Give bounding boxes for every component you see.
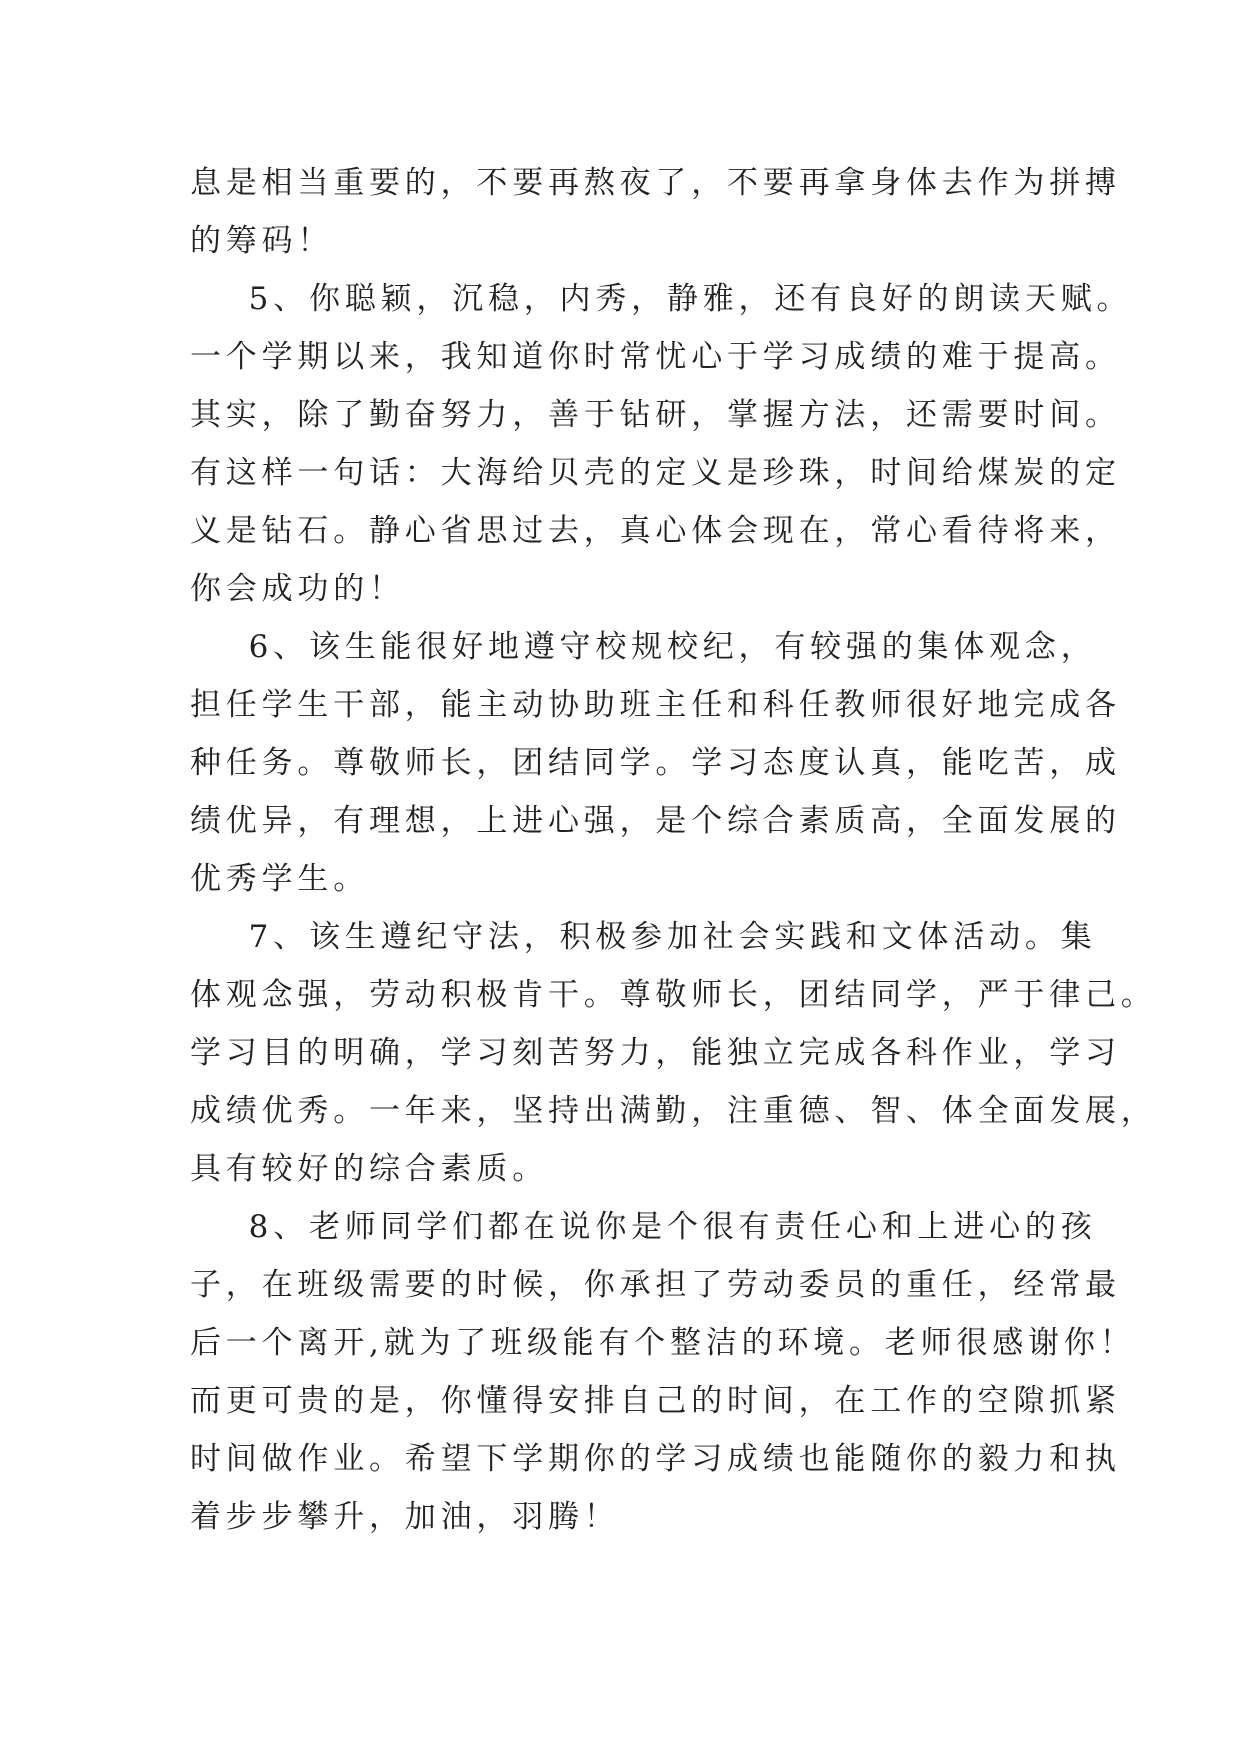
document-body bbox=[190, 154, 1157, 1546]
text-line: 绩优异，有理想，上进心强，是个综合素质高，全面发展的 bbox=[190, 803, 1121, 839]
text-line: 体观念强，劳动积极肯干。尊敬师长，团结同学，严于律己。 bbox=[190, 977, 1157, 1013]
text-line: 有这样一句话：大海给贝壳的定义是珍珠，时间给煤炭的定 bbox=[190, 455, 1121, 491]
text-line: 子，在班级需要的时候，你承担了劳动委员的重任，经常最 bbox=[190, 1267, 1121, 1303]
text-line: 一个学期以来，我知道你时常忧心于学习成绩的难于提高。 bbox=[190, 339, 1121, 375]
text-line: 息是相当重要的，不要再熬夜了，不要再拿身体去作为拼搏 bbox=[190, 165, 1121, 201]
text-line: 担任学生干部，能主动协助班主任和科任教师很好地完成各 bbox=[190, 687, 1121, 723]
text-line: 着步步攀升，加油，羽腾！ bbox=[190, 1499, 620, 1535]
text-line: 学习目的明确，学习刻苦努力，能独立完成各科作业，学习 bbox=[190, 1035, 1121, 1071]
text-line: 优秀学生。 bbox=[190, 861, 369, 897]
text-line: 时间做作业。希望下学期你的学习成绩也能随你的毅力和执 bbox=[190, 1441, 1121, 1477]
text-line: 的筹码！ bbox=[190, 223, 334, 259]
text-line: 成绩优秀。一年来，坚持出满勤，注重德、智、体全面发展， bbox=[190, 1093, 1157, 1129]
paragraph-6-first-line: 6、该生能很好地遵守校规校纪，有较强的集体观念， bbox=[190, 629, 1097, 665]
text-line: 义是钻石。静心省思过去，真心体会现在，常心看待将来， bbox=[190, 513, 1121, 549]
paragraph-5-first-line: 5、你聪颖，沉稳，内秀，静雅，还有良好的朗读天赋。 bbox=[190, 281, 1133, 317]
text-line: 你会成功的！ bbox=[190, 571, 405, 607]
paragraph-7-first-line: 7、该生遵纪守法，积极参加社会实践和文体活动。集 bbox=[190, 919, 1097, 955]
paragraph-8-first-line: 8、老师同学们都在说你是个很有责任心和上进心的孩 bbox=[190, 1209, 1097, 1245]
text-line: 具有较好的综合素质。 bbox=[190, 1151, 548, 1187]
text-line: 种任务。尊敬师长，团结同学。学习态度认真，能吃苦，成 bbox=[190, 745, 1121, 781]
text-line: 后一个离开,就为了班级能有个整洁的环境。老师很感谢你！ bbox=[190, 1325, 1136, 1361]
text-line: 而更可贵的是，你懂得安排自己的时间，在工作的空隙抓紧 bbox=[190, 1383, 1121, 1419]
text-line: 其实，除了勤奋努力，善于钻研，掌握方法，还需要时间。 bbox=[190, 397, 1121, 433]
